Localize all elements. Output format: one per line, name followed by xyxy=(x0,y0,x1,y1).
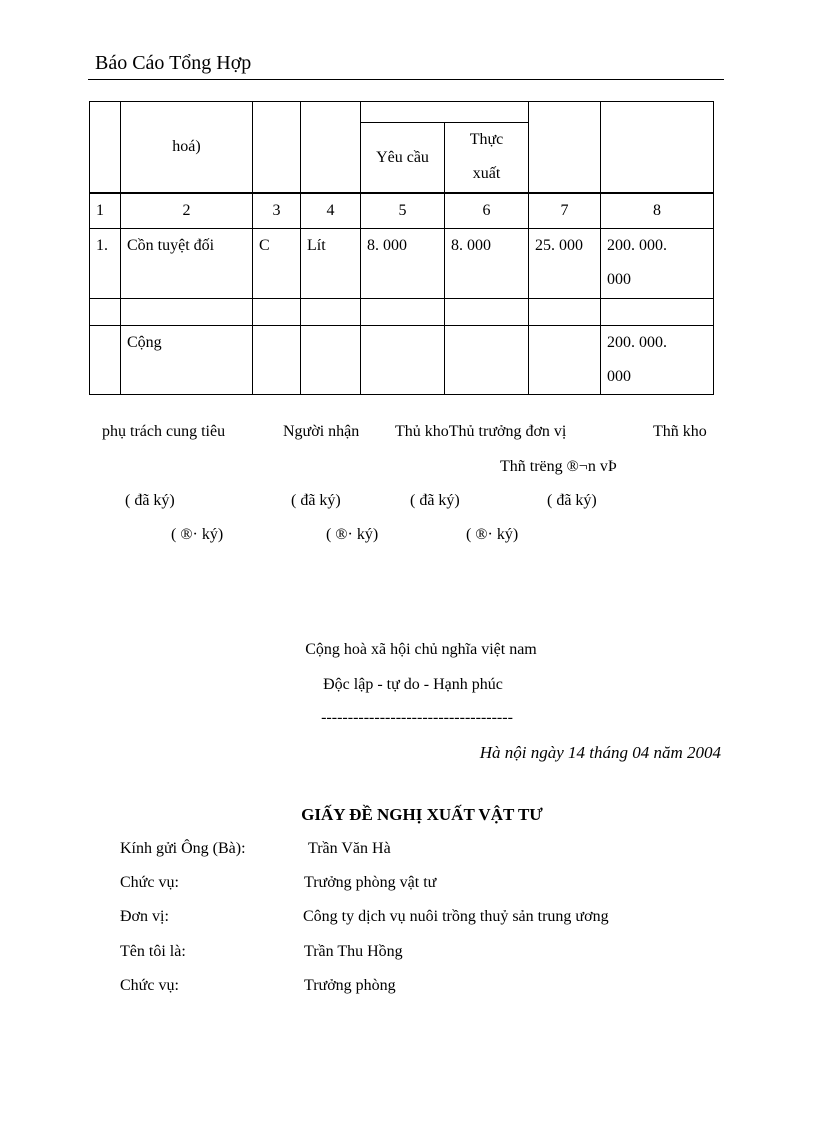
header-cell-quantity xyxy=(361,102,529,123)
sig-label-receiver: Người nhận xyxy=(283,423,360,440)
national-motto: Cộng hoà xã hội chủ nghĩa việt nam xyxy=(305,641,537,658)
motto-rule: ------------------------------------ xyxy=(321,709,513,726)
table-row xyxy=(90,229,714,299)
signed-mark: ( đã ký) xyxy=(125,492,175,509)
grand-total: 200. 000. 000 xyxy=(601,326,714,395)
sig-label-storekeeper-alt: Thñ kho xyxy=(653,423,707,440)
field-value: Công ty dịch vụ nuôi trồng thuỷ sản trung ương xyxy=(303,908,609,925)
unit-price: 25. 000 xyxy=(529,229,601,299)
header-cell-requested: Yêu cầu xyxy=(361,123,445,194)
signed-mark: ( đã ký) xyxy=(291,492,341,509)
index-cell: 8 xyxy=(601,193,714,229)
item-unit: Lít xyxy=(301,229,361,299)
index-cell: 5 xyxy=(361,193,445,229)
signed-mark: ( đã ký) xyxy=(410,492,460,509)
qty-requested: 8. 000 xyxy=(361,229,445,299)
total-label: Cộng xyxy=(121,326,253,395)
sig-label-storekeeper-head: Thủ khoThủ trưởng đơn vị xyxy=(395,423,567,440)
item-code: C xyxy=(253,229,301,299)
field-label: Chức vụ: xyxy=(120,977,179,994)
field-value: Trưởng phòng xyxy=(304,977,396,994)
table-total-row xyxy=(90,326,714,395)
form-title: GIẤY ĐỀ NGHỊ XUẤT VẬT TƯ xyxy=(301,805,543,824)
header-cell-actual: Thực xuất xyxy=(445,123,529,194)
index-cell: 1 xyxy=(90,193,121,229)
report-title: Báo Cáo Tổng Hợp xyxy=(95,52,252,74)
field-label: Chức vụ: xyxy=(120,874,179,891)
sig-label-supply: phụ trách cung tiêu xyxy=(102,423,226,440)
header-cell-name: hoá) xyxy=(121,102,253,194)
table-index-row xyxy=(90,193,714,229)
header-divider xyxy=(88,79,724,80)
row-number: 1. xyxy=(90,229,121,299)
index-cell: 3 xyxy=(253,193,301,229)
sig-label-head-alt: Thñ trëng ®¬n vÞ xyxy=(500,458,617,475)
table-row-empty xyxy=(90,299,714,326)
field-label: Đơn vị: xyxy=(120,908,169,925)
signed-mark-alt: ( ®· ký) xyxy=(326,526,379,543)
index-cell: 7 xyxy=(529,193,601,229)
qty-actual: 8. 000 xyxy=(445,229,529,299)
index-cell: 2 xyxy=(121,193,253,229)
field-label: Kính gửi Ông (Bà): xyxy=(120,840,246,857)
materials-table xyxy=(89,101,714,395)
national-slogan: Độc lập - tự do - Hạnh phúc xyxy=(323,676,503,693)
item-name: Cồn tuyệt đối xyxy=(121,229,253,299)
field-value: Trần Thu Hồng xyxy=(304,943,403,960)
signed-mark-alt: ( ®· ký) xyxy=(171,526,224,543)
field-value: Trưởng phòng vật tư xyxy=(304,874,437,891)
signed-mark-alt: ( ®· ký) xyxy=(466,526,519,543)
index-cell: 6 xyxy=(445,193,529,229)
document-date: Hà nội ngày 14 tháng 04 năm 2004 xyxy=(479,743,721,762)
signed-mark: ( đã ký) xyxy=(547,492,597,509)
field-value: Trần Văn Hà xyxy=(308,840,391,857)
line-total: 200. 000. 000 xyxy=(601,229,714,299)
table-header-row xyxy=(90,102,714,123)
field-label: Tên tôi là: xyxy=(120,943,186,960)
index-cell: 4 xyxy=(301,193,361,229)
